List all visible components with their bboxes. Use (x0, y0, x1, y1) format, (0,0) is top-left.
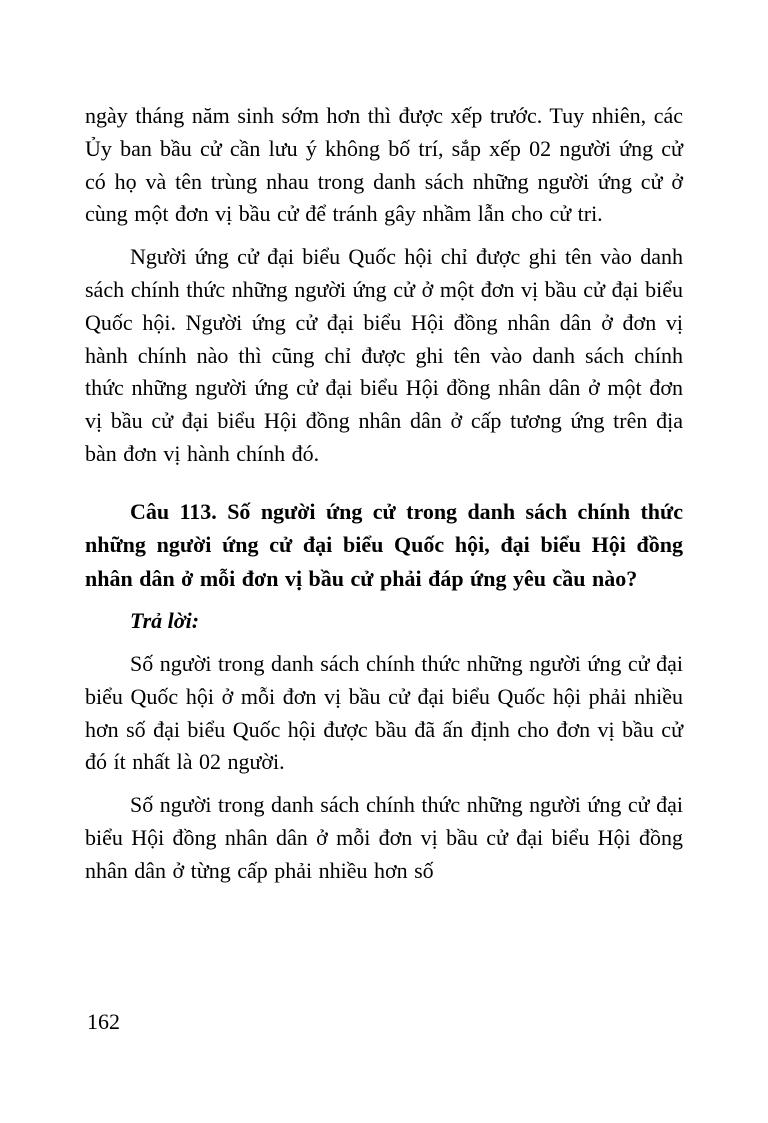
paragraph-national-assembly-rule: Số người trong danh sách chính thức những người ứng cử đại biểu Quốc hội ở mỗi đơn vị bầu cử đại biểu Quốc hội phải nhiều hơn số đại biểu Quốc hội được bầu đã ấn định cho đơn vị bầu cử đó ít nhất là 02 người. (85, 651, 683, 775)
page-content (85, 100, 683, 898)
paragraph-peoples-council-rule: Số người trong danh sách chính thức những người ứng cử đại biểu Hội đồng nhân dân ở mỗi đơn vị bầu cử đại biểu Hội đồng nhân dân ở từng cấp phải nhiều hơn số (85, 792, 683, 883)
question-113-heading: Câu 113. Số người ứng cử trong danh sách chính thức những người ứng cử đại biểu Quốc hội, đại biểu Hội đồng nhân dân ở mỗi đơn vị bầu cử phải đáp ứng yêu cầu nào? (85, 498, 683, 591)
answer-label: Trả lời: (130, 608, 200, 634)
paragraph-candidate-list-rule: Người ứng cử đại biểu Quốc hội chỉ được ghi tên vào danh sách chính thức những người ứng cử ở một đơn vị bầu cử đại biểu Quốc hội. Người ứng cử đại biểu Hội đồng nhân dân ở đơn vị hành chính nào thì cũng chỉ được ghi tên vào danh sách chính thức những người ứng cử đại biểu Hội đồng nhân dân ở một đơn vị bầu cử đại biểu Hội đồng nhân dân ở cấp tương ứng trên địa bàn đơn vị hành chính đó. (85, 244, 683, 466)
paragraph-continuation: ngày tháng năm sinh sớm hơn thì được xếp trước. Tuy nhiên, các Ủy ban bầu cử cần lưu ý không bố trí, sắp xếp 02 người ứng cử có họ và tên trùng nhau trong danh sách những người ứng cử ở cùng một đơn vị bầu cử để tránh gây nhầm lẫn cho cử tri. (85, 103, 683, 227)
page-number: 162 (87, 1009, 120, 1034)
